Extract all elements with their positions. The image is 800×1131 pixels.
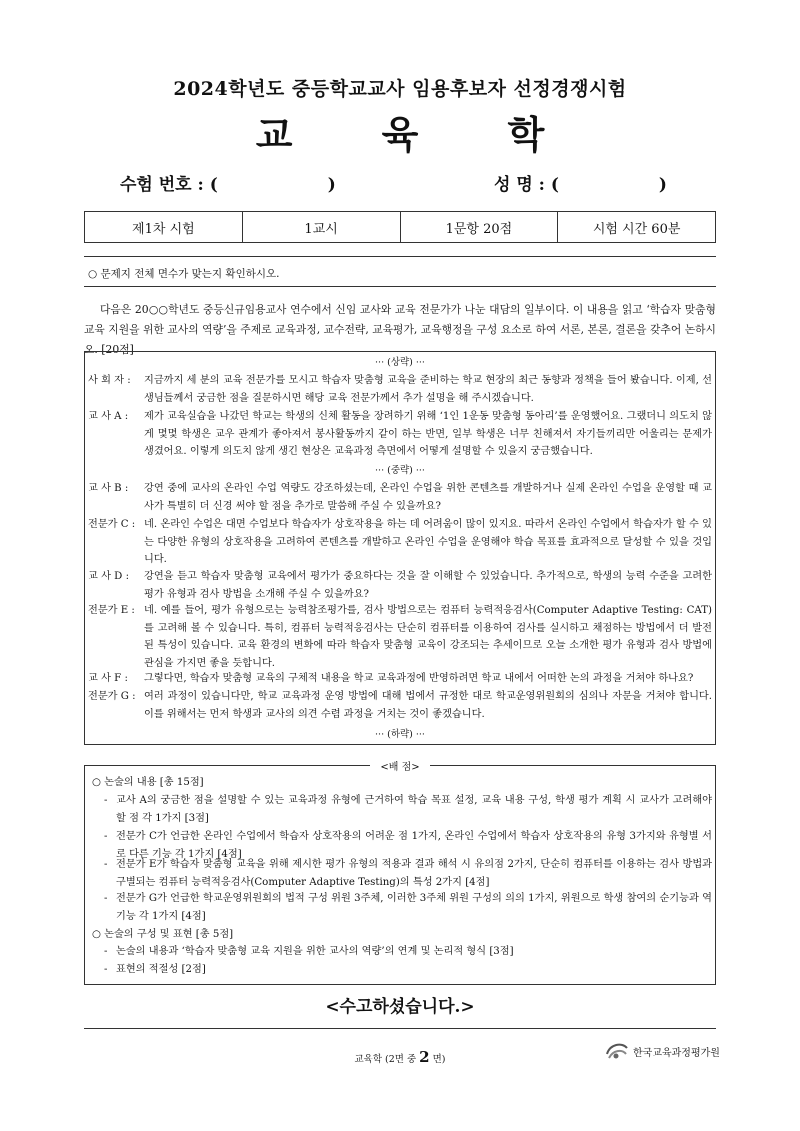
dialog-text: 네. 온라인 수업은 대면 수업보다 학습자가 상호작용을 하는 데 어려움이 많이 있지요. 따라서 온라인 수업에서 학습자가 할 수 있는 다양한 유형의 상호작용을 고려하여 콘텐츠를 개발하고 온라인 수업을 운영해야 학습 목표를 효과적으로 달성할 수 있을 것입니다.	[144, 519, 712, 565]
dash-bullet: -	[104, 795, 108, 806]
question-prompt: 다음은 20○○학년도 중등신규임용교사 연수에서 신임 교사와 교육 전문가가 나눈 대담의 일부이다. 이 내용을 읽고 ‘학습자 맞춤형 교육 지원을 위한 교사의 역량’을 주제로 교육과정, 교수전략, 교육평가, 교육행정을 구성 요소로 하여 서론, 본론, 결론을 갖추어 논하시오. [20점]	[84, 303, 716, 356]
page-number: 2	[419, 1048, 430, 1066]
exam-period-cell: 1교시	[242, 212, 400, 243]
scoring-section-title: ○ 논술의 구성 및 표현 [총 5점]	[92, 929, 234, 940]
speaker-label: 사 회 자 :	[88, 375, 131, 386]
dialog-line	[88, 568, 712, 603]
dialog-line	[88, 480, 712, 515]
scoring-item-text: 전문가 C가 언급한 온라인 수업에서 학습자 상호작용의 어려운 점 1가지, 온라인 수업에서 학습자 상호작용의 유형 3가지와 유형별 서로 다른 기능 각 1가지 [4점]	[116, 831, 712, 860]
dialog-text: 그렇다면, 학습자 맞춤형 교육의 구체적 내용을 학교 교육과정에 반영하려면 학교 내에서 어떠한 논의 과정을 거쳐야 하나요?	[144, 673, 694, 684]
scoring-item-text: 표현의 적절성 [2점]	[116, 964, 206, 975]
dialog-text: 제가 교육실습을 나갔던 학교는 학생의 신체 활동을 장려하기 위해 ‘1인 1운동 맞춤형 동아리’를 운영했어요. 그랬더니 의도치 않게 몇몇 학생은 교우 관계가 좋아져서 봉사활동까지 같이 하는 반면, 일부 학생은 너무 친해져서 자기들끼리만 어울리는 문제가 생겼어요. 이렇게 의도치 않게 생긴 현상은 교육과정 측면에서 어떻게 설명할 수 있을지 궁금했습니다.	[144, 411, 712, 457]
notice-text: ○ 문제지 전체 면수가 맞는지 확인하시오.	[88, 268, 280, 280]
speaker-label: 전문가 E :	[88, 605, 135, 616]
omission-note-mid: ··· (중략) ···	[375, 465, 425, 476]
divider	[84, 256, 716, 257]
scoring-label: <배 점>	[370, 758, 430, 773]
name-field	[494, 170, 667, 195]
exam-number-field	[120, 170, 336, 195]
dialog-line	[88, 670, 712, 688]
org-logo	[604, 1040, 720, 1062]
dialog-text: 강연을 듣고 학습자 맞춤형 교육에서 평가가 중요하다는 것을 잘 이해할 수 있었습니다. 추가적으로, 학생의 능력 수준을 고려한 평가 유형과 검사 방법을 소개해 주실 수 있을까요?	[144, 571, 712, 600]
omission-note-top: ··· (상략) ···	[375, 357, 425, 368]
scoring-item	[104, 961, 712, 979]
dash-bullet: -	[104, 859, 108, 870]
speaker-label: 전문가 G :	[88, 691, 136, 702]
exam-number-close: )	[327, 175, 336, 195]
scoring-item-text: 전문가 E가 학습자 맞춤형 교육을 위해 제시한 평가 유형의 적용과 결과 해석 시 유의점 2가지, 단순히 컴퓨터를 이용하는 검사 방법과 구별되는 컴퓨터 능력적응검사(Computer Adaptive Testing)의 특성 2가지 [4점]	[116, 859, 712, 888]
scoring-item	[104, 856, 712, 891]
exam-time-cell: 시험 시간 60분	[558, 212, 716, 243]
subject-title: 교 육 학	[255, 112, 583, 157]
exam-session-cell: 제1차 시험	[85, 212, 243, 243]
dash-bullet: -	[104, 831, 108, 842]
dialog-line	[88, 408, 712, 461]
dash-bullet: -	[104, 946, 108, 957]
dialog-text: 지금까지 세 분의 교육 전문가를 모시고 학습자 맞춤형 교육을 준비하는 학교 현장의 최근 동향과 정책을 들어 봤습니다. 이제, 선생님들께서 궁금한 점을 질문하시면 해당 교육 전문가께서 추가 설명을 해 주시겠습니다.	[144, 375, 712, 404]
dialog-line	[88, 602, 712, 672]
speaker-label: 교 사 A :	[88, 411, 129, 422]
scoring-item-text: 전문가 G가 언급한 학교운영위원회의 법적 구성 위원 3주체, 이러한 3주체 위원 구성의 의의 1가지, 위원으로 학생 참여의 순기능과 역기능 각 1가지 [4점]	[116, 893, 712, 922]
footer-prefix: 교육학 (2면 중	[354, 1054, 420, 1065]
dialog-text: 강연 중에 교사의 온라인 수업 역량도 강조하셨는데, 온라인 수업을 위한 콘텐츠를 개발하거나 실제 온라인 수업을 운영할 때 교사가 특별히 더 신경 써야 할 점을 추가로 말씀해 주실 수 있을까요?	[144, 483, 712, 512]
speaker-label: 전문가 C :	[88, 519, 136, 530]
dash-bullet: -	[104, 893, 108, 904]
closing-message: <수고하셨습니다.>	[325, 997, 475, 1017]
org-name: 한국교육과정평가원	[633, 1047, 720, 1059]
org-emblem-icon	[604, 1040, 630, 1062]
dialog-line	[88, 516, 712, 569]
exam-info-table	[84, 211, 716, 243]
exam-number-label: 수험 번호 : (	[120, 175, 218, 195]
dash-bullet: -	[104, 964, 108, 975]
scoring-item	[104, 792, 712, 827]
omission-note-bottom: ··· (하략) ···	[375, 729, 425, 740]
footer-suffix: 면)	[429, 1054, 446, 1065]
divider	[84, 286, 716, 287]
scoring-item-text: 논술의 내용과 ‘학습자 맞춤형 교육 지원을 위한 교사의 역량’의 연계 및 논리적 형식 [3점]	[116, 946, 514, 957]
dialog-text: 여러 과정이 있습니다만, 학교 교육과정 운영 방법에 대해 법에서 규정한 대로 학교운영위원회의 심의나 자문을 거쳐야 합니다. 이를 위해서는 먼저 학생과 교사의 의견 수렴 과정을 거치는 것이 좋겠습니다.	[144, 691, 712, 720]
scoring-item	[104, 943, 712, 961]
question-score-cell: 1문항 20점	[400, 212, 558, 243]
name-close: )	[658, 175, 667, 195]
dialog-line	[88, 372, 712, 407]
footer-divider	[84, 1028, 716, 1029]
exam-title: 2024학년도 중등학교교사 임용후보자 선정경쟁시험	[173, 78, 627, 100]
speaker-label: 교 사 F :	[88, 673, 128, 684]
scoring-item-text: 교사 A의 궁금한 점을 설명할 수 있는 교육과정 유형에 근거하여 학습 목표 설정, 교육 내용 구성, 학생 평가 계획 시 교사가 고려해야 할 점 각 1가지 [3점]	[116, 795, 712, 824]
dialog-text: 네. 예를 들어, 평가 유형으로는 능력참조평가를, 검사 방법으로는 컴퓨터 능력적응검사(Computer Adaptive Testing: CAT)를 고려해 볼 수 있습니다. 특히, 컴퓨터 능력적응검사는 단순히 컴퓨터를 이용하여 검사를 실시하고 채점하는 방법에서 더 발전된 특성이 있습니다. 교육 환경의 변화에 따라 학습자 맞춤형 교육이 강조되는 추세이므로 오늘 소개한 평가 유형과 검사 방법에 관심을 가지면 좋을 듯합니다.	[144, 605, 712, 669]
scoring-section-title: ○ 논술의 내용 [총 15점]	[92, 777, 204, 788]
scoring-item	[104, 890, 712, 925]
speaker-label: 교 사 B :	[88, 483, 129, 494]
speaker-label: 교 사 D :	[88, 571, 129, 582]
name-label: 성 명 : (	[494, 175, 559, 195]
dialog-line	[88, 688, 712, 723]
